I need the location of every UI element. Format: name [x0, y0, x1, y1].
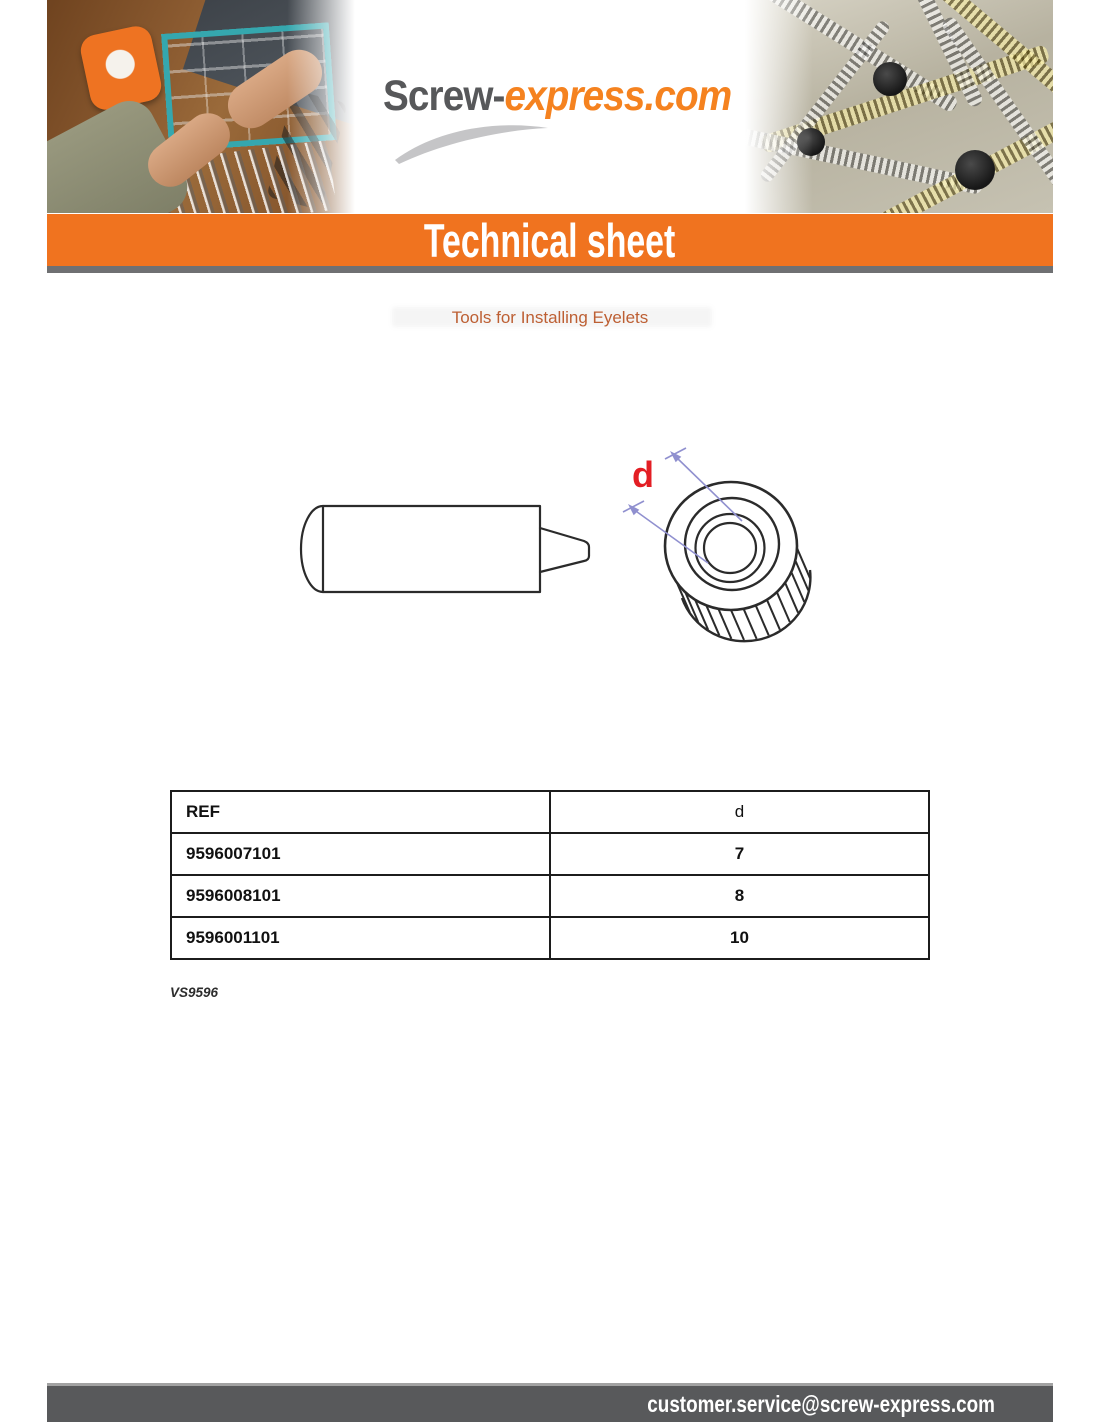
page-header: [0, 0, 1100, 213]
tool-nose: [301, 506, 323, 592]
ref-cell: 9596008101: [171, 875, 550, 917]
spec-table: [170, 790, 930, 960]
knurl-skirt-edge: [682, 570, 810, 641]
knurl-line: [744, 609, 757, 639]
d-cell: 10: [550, 917, 929, 959]
d-cell: 7: [550, 833, 929, 875]
tool-side-view: [301, 506, 589, 592]
technical-drawing: [270, 425, 840, 670]
knurl-hatching: [677, 548, 810, 640]
d-cell: 8: [550, 875, 929, 917]
page-footer: [47, 1383, 1053, 1422]
knurl-line: [797, 548, 810, 578]
tool-tip: [540, 528, 589, 572]
workbench-photo: [47, 0, 355, 213]
table-row: [171, 917, 929, 959]
column-header-ref: REF: [171, 791, 550, 833]
tool-body: [323, 506, 540, 592]
logo: [383, 72, 731, 121]
logo-text-screw: Screw-: [383, 72, 505, 120]
ref-cell: 9596007101: [171, 833, 550, 875]
knurl-line: [767, 600, 780, 630]
screws-photo: [745, 0, 1053, 213]
table-row: [171, 875, 929, 917]
logo-text-express: express.com: [504, 72, 732, 120]
ref-cell: 9596001101: [171, 917, 550, 959]
dimension-label-d: d: [632, 454, 654, 495]
subtitle-row: [47, 306, 1053, 330]
knurl-line: [756, 605, 769, 635]
knurl-line: [718, 609, 731, 639]
tool-front-view: [665, 482, 810, 641]
knurl-line: [777, 592, 790, 622]
page-title: Technical sheet: [424, 213, 676, 267]
boss-circle: [696, 514, 765, 582]
document-code: VS9596: [170, 985, 219, 1000]
hole-circle: [704, 523, 756, 573]
logo-swoosh-icon: [385, 116, 557, 166]
table-header-row: [171, 791, 929, 833]
knurl-line: [785, 583, 798, 613]
photo-fade-edge: [745, 0, 1053, 213]
column-header-d: d: [550, 791, 929, 833]
title-banner: [47, 214, 1053, 266]
product-subtitle: Tools for Installing Eyelets: [451, 308, 649, 327]
banner-underline: [47, 266, 1053, 273]
knurl-line: [731, 610, 744, 640]
table-row: [171, 833, 929, 875]
dimension-leader-upper: [676, 457, 742, 521]
customer-service-email: customer.service@screw-express.com: [647, 1390, 995, 1417]
photo-fade-edge: [47, 0, 355, 213]
